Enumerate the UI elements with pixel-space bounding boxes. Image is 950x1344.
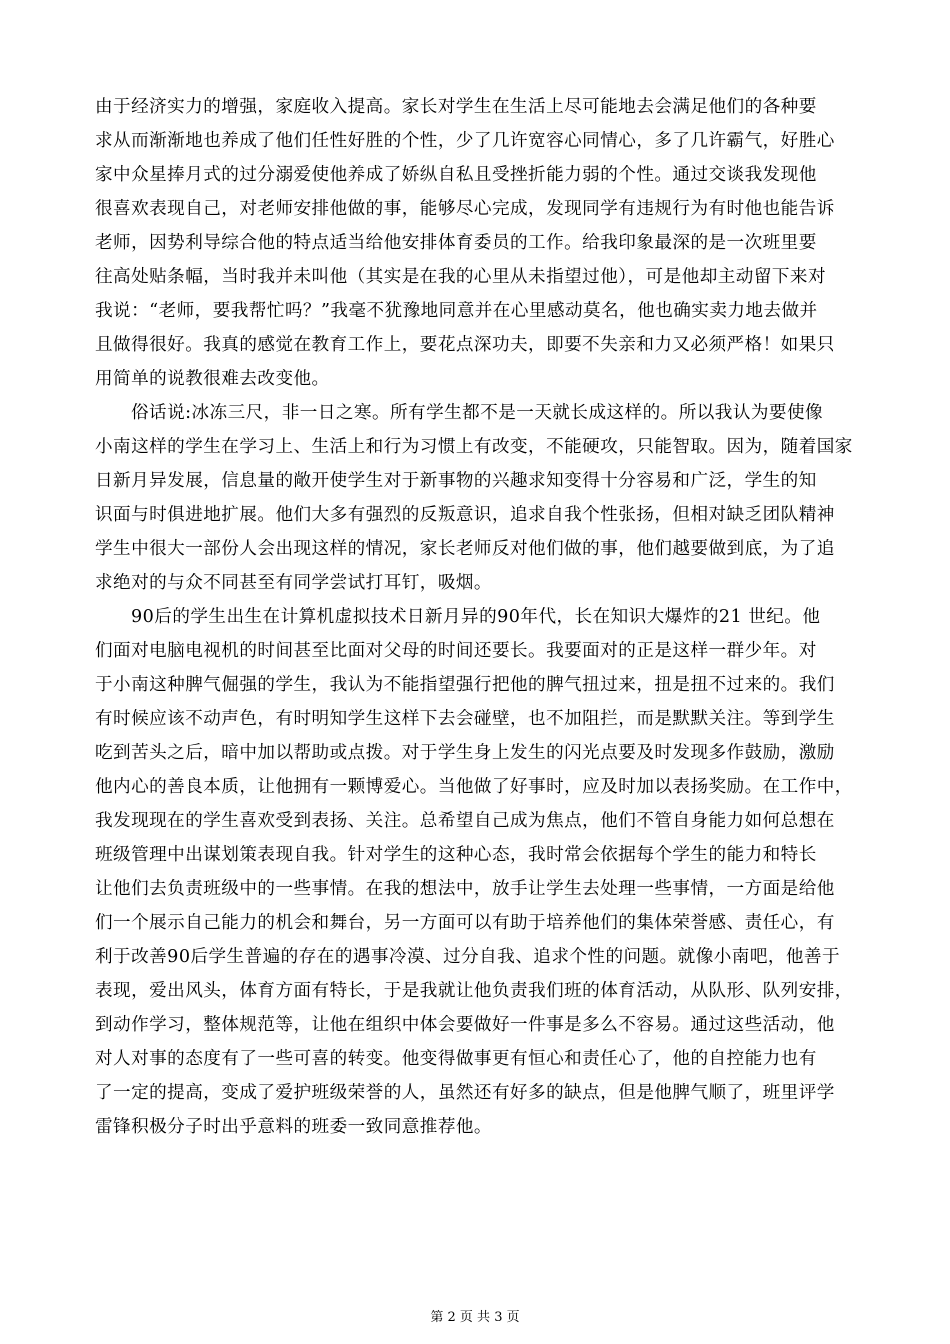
text-line: 利于改善90后学生普遍的存在的遇事冷漠、过分自我、追求个性的问题。就像小南吧，他善于 xyxy=(95,947,841,967)
text-line: 求从而渐渐地也养成了他们任性好胜的个性，少了几许宽容心同情心，多了几许霸气，好胜心 xyxy=(95,131,835,151)
text-line: 识面与时俱进地扩展。他们大多有强烈的反叛意识，追求自我个性张扬，但相对缺乏团队精神 xyxy=(95,505,835,525)
text-line: 老师，因势利导综合他的特点适当给他安排体育委员的工作。给我印象最深的是一次班里要 xyxy=(95,233,817,253)
page-footer: 第 2 页 共 3 页 xyxy=(430,1310,520,1325)
text-line: 于小南这种脾气倔强的学生，我认为不能指望强行把他的脾气扭过来，扭是扭不过来的。我们 xyxy=(95,675,835,695)
text-line: 我说：“老师，要我帮忙吗？”我毫不犹豫地同意并在心里感动莫名，他也确实卖力地去做并 xyxy=(95,301,818,321)
text-line: 学生中很大一部份人会出现这样的情况，家长老师反对他们做的事，他们越要做到底，为了追 xyxy=(95,539,835,559)
text-line: 到动作学习，整体规范等，让他在组织中体会要做好一件事是多么不容易。通过这些活动，他 xyxy=(95,1015,835,1035)
text-line: 且做得很好。我真的感觉在教育工作上，要花点深功夫，即要不失亲和力又必须严格！如果只 xyxy=(95,335,835,355)
text-line: 让他们去负责班级中的一些事情。在我的想法中，放手让学生去处理一些事情，一方面是给他 xyxy=(95,879,835,899)
text-line: 往高处贴条幅，当时我并未叫他（其实是在我的心里从未指望过他），可是他却主动留下来对 xyxy=(95,267,826,287)
text-line: 们一个展示自己能力的机会和舞台，另一方面可以有助于培养他们的集体荣誉感、责任心，有 xyxy=(95,913,835,933)
text-line: 用简单的说教很难去改变他。 xyxy=(95,369,330,389)
text-line: 有时候应该不动声色，有时明知学生这样下去会碰壁，也不加阻拦，而是默默关注。等到学生 xyxy=(95,709,835,729)
text-line: 由于经济实力的增强，家庭收入提高。家长对学生在生活上尽可能地去会满足他们的各种要 xyxy=(95,97,817,117)
text-line: 了一定的提高，变成了爱护班级荣誉的人，虽然还有好多的缺点，但是他脾气顺了，班里评学 xyxy=(95,1083,835,1103)
text-line: 家中众星捧月式的过分溺爱使他养成了娇纵自私且受挫折能力弱的个性。通过交谈我发现他 xyxy=(95,165,817,185)
text-line: 雷锋积极分子时出乎意料的班委一致同意推荐他。 xyxy=(95,1117,492,1137)
text-line: 小南这样的学生在学习上、生活上和行为习惯上有改变，不能硬攻，只能智取。因为，随着国家 xyxy=(95,437,853,457)
text-line: 求绝对的与众不同甚至有同学尝试打耳钉，吸烟。 xyxy=(95,573,492,593)
paragraph-first-line: 90后的学生出生在计算机虚拟技术日新月异的90年代，长在知识大爆炸的21 世纪。他 xyxy=(131,607,821,627)
paragraph-first-line: 俗话说:冰冻三尺，非一日之寒。所有学生都不是一天就长成这样的。所以我认为要使像 xyxy=(131,403,824,423)
text-line: 我发现现在的学生喜欢受到表扬、关注。总希望自己成为焦点，他们不管自身能力如何总想在 xyxy=(95,811,835,831)
text-line: 表现，爱出风头，体育方面有特长，于是我就让他负责我们班的体育活动，从队形、队列安排， xyxy=(95,981,853,1001)
text-line: 日新月异发展，信息量的敞开使学生对于新事物的兴趣求知变得十分容易和广泛，学生的知 xyxy=(95,471,817,491)
text-line: 吃到苦头之后，暗中加以帮助或点拨。对于学生身上发生的闪光点要及时发现多作鼓励，激励 xyxy=(95,743,835,763)
text-line: 对人对事的态度有了一些可喜的转变。他变得做事更有恒心和责任心了，他的自控能力也有 xyxy=(95,1049,817,1069)
text-line: 们面对电脑电视机的时间甚至比面对父母的时间还要长。我要面对的正是这样一群少年。对 xyxy=(95,641,817,661)
text-line: 班级管理中出谋划策表现自我。针对学生的这种心态，我时常会依据每个学生的能力和特长 xyxy=(95,845,817,865)
text-line: 很喜欢表现自己，对老师安排他做的事，能够尽心完成，发现同学有违规行为有时他也能告诉 xyxy=(95,199,835,219)
text-line: 他内心的善良本质，让他拥有一颗博爱心。当他做了好事时，应及时加以表扬奖励。在工作中， xyxy=(95,777,853,797)
